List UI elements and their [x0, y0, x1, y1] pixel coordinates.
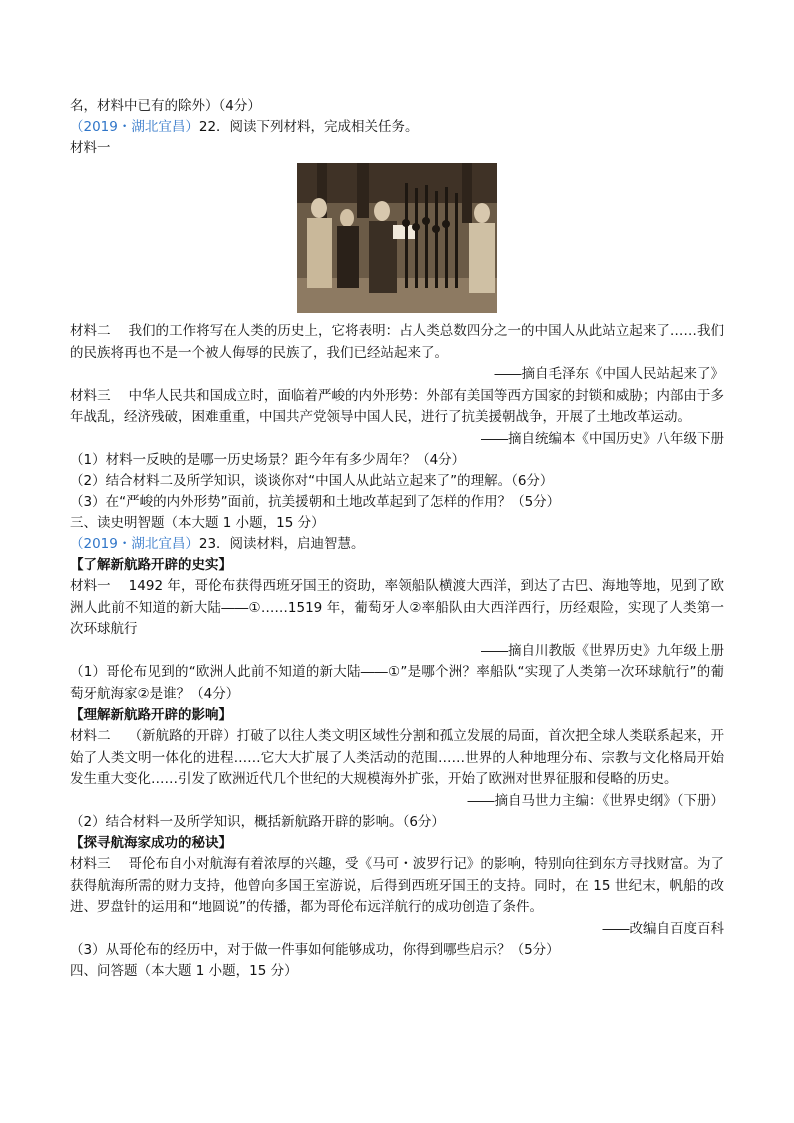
material-3b-citation: ――改编自百度百科: [602, 920, 724, 937]
section-4-heading: 四、问答题（本大题 1 小题，15 分）: [70, 963, 298, 979]
q22-sub-1: （1）材料一反映的是哪一历史场景？距今年有多少周年？（4分）: [70, 452, 466, 468]
question-23-prompt: 23．阅读材料，启迪智慧。: [198, 536, 365, 552]
subheading-impact: 【理解新航路开辟的影响】: [70, 707, 232, 723]
photo-container: [70, 163, 724, 315]
founding-ceremony-photo: [297, 163, 497, 313]
prev-question-tail: 名，材料中已有的除外）（4分）: [70, 98, 261, 114]
material-3-text: 材料三 中华人民共和国成立时，面临着严峻的内外形势：外部有美国等西方国家的封锁和威胁；内部由于多年战乱，经济残破，困难重重，中国共产党领导中国人民，进行了抗美援朝战争，开展了土地改革运动。: [70, 387, 724, 425]
question-22-prompt: 22．阅读下列材料，完成相关任务。: [198, 119, 419, 135]
q23-sub-3: （3）从哥伦布的经历中，对于做一件事如何能够成功，你得到哪些启示？（5分）: [70, 942, 560, 958]
material-1-text: 材料一 1492 年，哥伦布获得西班牙国王的资助，率领船队横渡大西洋，到达了古巴、海地等地，见到了欧洲人此前不知道的新大陆――①……1519 年，葡萄牙人②率船队由大西洋西行，历经艰险，实现了人类第一次环球航行: [70, 578, 724, 637]
question-23-heading: [70, 534, 724, 555]
material-1-citation: ――摘自川教版《世界历史》九年级上册: [481, 642, 724, 659]
question-22-heading: [70, 117, 724, 138]
section-3-heading: 三、读史明智题（本大题 1 小题，15 分）: [70, 515, 325, 531]
subheading-history-facts: 【了解新航路开辟的史实】: [70, 557, 232, 573]
subheading-success-secret: 【探寻航海家成功的秘诀】: [70, 835, 232, 851]
material-1-label: 材料一: [70, 140, 111, 156]
q22-sub-3: （3）在“严峻的内外形势”面前，抗美援朝和土地改革起到了怎样的作用？（5分）: [70, 494, 561, 510]
material-2b-citation: ――摘自马世力主编：《世界史纲》（下册）: [467, 792, 724, 809]
material-3b-text: 材料三 哥伦布自小对航海有着浓厚的兴趣，受《马可・波罗行记》的影响，特别向往到东方寻找财富。为了获得航海所需的财力支持，他曾向多国王室游说，后得到西班牙国王的支持。同时，在 15 世纪末，帆船的改进、罗盘针的运用和“地圆说”的传播，都为哥伦布远洋航行的成功创造了条件。: [70, 856, 724, 915]
material-3-citation: ――摘自统编本《中国历史》八年级下册: [481, 430, 724, 447]
material-2-text: 材料二 我们的工作将写在人类的历史上，它将表明：占人类总数四分之一的中国人从此站立起来了……我们的民族将再也不是一个被人侮辱的民族了，我们已经站起来了。: [70, 323, 724, 361]
question-22-source: （2019・湖北宜昌）: [70, 119, 199, 135]
question-23-source: （2019・湖北宜昌）: [70, 536, 199, 552]
q23-sub-1: （1）哥伦布见到的“欧洲人此前不知道的新大陆――①”是哪个洲？率船队“实现了人类第一次环球航行”的葡萄牙航海家②是谁？（4分）: [70, 664, 724, 702]
document-page: [70, 96, 724, 982]
material-2-citation: ――摘自毛泽东《中国人民站起来了》: [494, 366, 724, 382]
q22-sub-2: （2）结合材料二及所学知识，谈谈你对“中国人从此站立起来了”的理解。（6分）: [70, 473, 554, 489]
material-2b-text: 材料二 （新航路的开辟）打破了以往人类文明区域性分割和孤立发展的局面，首次把全球人类联系起来，开始了人类文明一体化的进程……它大大扩展了人类活动的范围……世界的人种地理分布、宗教与文化格局开始发生重大变化……引发了欧洲近代几个世纪的大规模海外扩张，开始了欧洲对世界征服和侵略的历史。: [70, 728, 724, 787]
q23-sub-2: （2）结合材料一及所学知识，概括新航路开辟的影响。（6分）: [70, 814, 445, 830]
